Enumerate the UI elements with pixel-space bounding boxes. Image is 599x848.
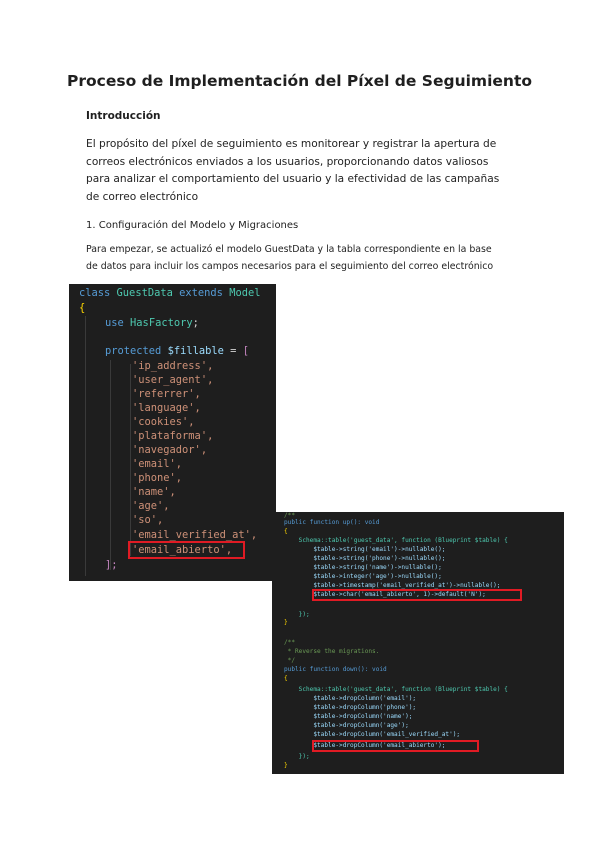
fillable-item: 'age', <box>132 500 170 512</box>
fillable-item: 'phone', <box>132 472 183 484</box>
code-line: */ <box>284 657 296 664</box>
code-keyword: protected <box>105 345 162 357</box>
code-line: $table->string('phone')->nullable(); <box>284 555 446 562</box>
code-punct: ; <box>192 317 199 329</box>
intro-line: de correo electrónico <box>86 190 199 203</box>
section-line: de datos para incluir los campos necesarios para el seguimiento del correo electrónico <box>86 261 494 272</box>
code-line: $table->dropColumn('email_verified_at'); <box>284 731 461 738</box>
code-line: } <box>284 762 288 769</box>
fillable-item: 'plataforma', <box>132 430 214 442</box>
code-trait-name: HasFactory <box>130 317 193 329</box>
fillable-item: 'name', <box>132 486 176 498</box>
migration-code-screenshot <box>272 512 564 774</box>
code-line: $table->dropColumn('name'); <box>284 713 413 720</box>
code-line: Schema::table('guest_data', function (Blueprint $table) { <box>284 686 508 693</box>
code-class-name: GuestData <box>116 287 173 299</box>
intro-line: para analizar el comportamiento del usuario y la efectividad de las campañas <box>86 173 500 185</box>
code-line: public function down(): void <box>284 666 387 673</box>
fillable-item: 'ip_address', <box>132 360 214 372</box>
indent-guide <box>85 316 86 576</box>
code-line-use <box>105 317 199 329</box>
intro-line: El propósito del píxel de seguimiento es monitorear y registrar la apertura de <box>86 138 497 150</box>
indent-guide <box>130 364 131 556</box>
fillable-item: 'cookies', <box>132 416 195 428</box>
intro-heading: Introducción <box>86 110 161 122</box>
code-bracket: [ <box>242 345 249 357</box>
model-code-screenshot <box>69 284 276 581</box>
code-line-fillable <box>105 345 249 357</box>
fillable-item: 'referrer', <box>132 388 201 400</box>
code-line: $table->dropColumn('email'); <box>284 695 417 702</box>
indent-guide <box>110 360 111 570</box>
fillable-item: 'email', <box>132 458 183 470</box>
highlight-box <box>312 740 479 752</box>
code-line: Schema::table('guest_data', function (Blueprint $table) { <box>284 537 508 544</box>
code-line: $table->dropColumn('age'); <box>284 722 409 729</box>
code-line: $table->string('email')->nullable(); <box>284 546 446 553</box>
section-title: 1. Configuración del Modelo y Migraciones <box>86 220 299 231</box>
code-keyword: use <box>105 317 124 329</box>
code-line: }); <box>284 611 310 618</box>
code-brace: { <box>79 302 86 314</box>
fillable-item: 'email_verified_at', <box>132 529 258 541</box>
code-keyword: class <box>79 287 111 299</box>
code-line: { <box>284 528 288 535</box>
section-line: Para empezar, se actualizó el modelo GuestData y la tabla correspondiente en la base <box>86 244 492 255</box>
code-line: $table->char('email_abierto', 1)->default('N'); <box>284 591 486 598</box>
code-line: $table->dropColumn('email_abierto'); <box>284 742 446 749</box>
code-line: { <box>284 675 288 682</box>
fillable-item: 'language', <box>132 402 201 414</box>
code-line: } <box>284 619 288 626</box>
fillable-item: 'navegador', <box>132 444 208 456</box>
code-operator: = <box>230 345 237 357</box>
code-line: $table->timestamp('email_verified_at')->nullable(); <box>284 582 501 589</box>
fillable-item: 'email_abierto', <box>132 544 233 556</box>
code-variable: $fillable <box>167 345 224 357</box>
code-keyword: extends <box>179 287 223 299</box>
code-line: $table->string('name')->nullable(); <box>284 564 442 571</box>
fillable-item: 'user_agent', <box>132 374 214 386</box>
code-line-class <box>79 287 260 299</box>
code-line: /** <box>284 639 296 646</box>
code-line: * Reverse the migrations. <box>284 648 380 655</box>
highlight-box <box>312 589 522 601</box>
code-line: }); <box>284 753 310 760</box>
code-line: $table->integer('age')->nullable(); <box>284 573 442 580</box>
intro-line: correos electrónicos enviados a los usuarios, proporcionando datos valiosos <box>86 155 489 168</box>
code-class-name: Model <box>229 287 261 299</box>
fillable-item: 'so', <box>132 514 164 526</box>
code-line: public function up(): void <box>284 519 380 526</box>
highlight-box <box>128 541 245 559</box>
page-title: Proceso de Implementación del Píxel de Seguimiento <box>66 72 532 90</box>
code-line: /** <box>284 512 296 519</box>
code-line: $table->dropColumn('phone'); <box>284 704 417 711</box>
code-close-array: ]; <box>105 559 118 571</box>
